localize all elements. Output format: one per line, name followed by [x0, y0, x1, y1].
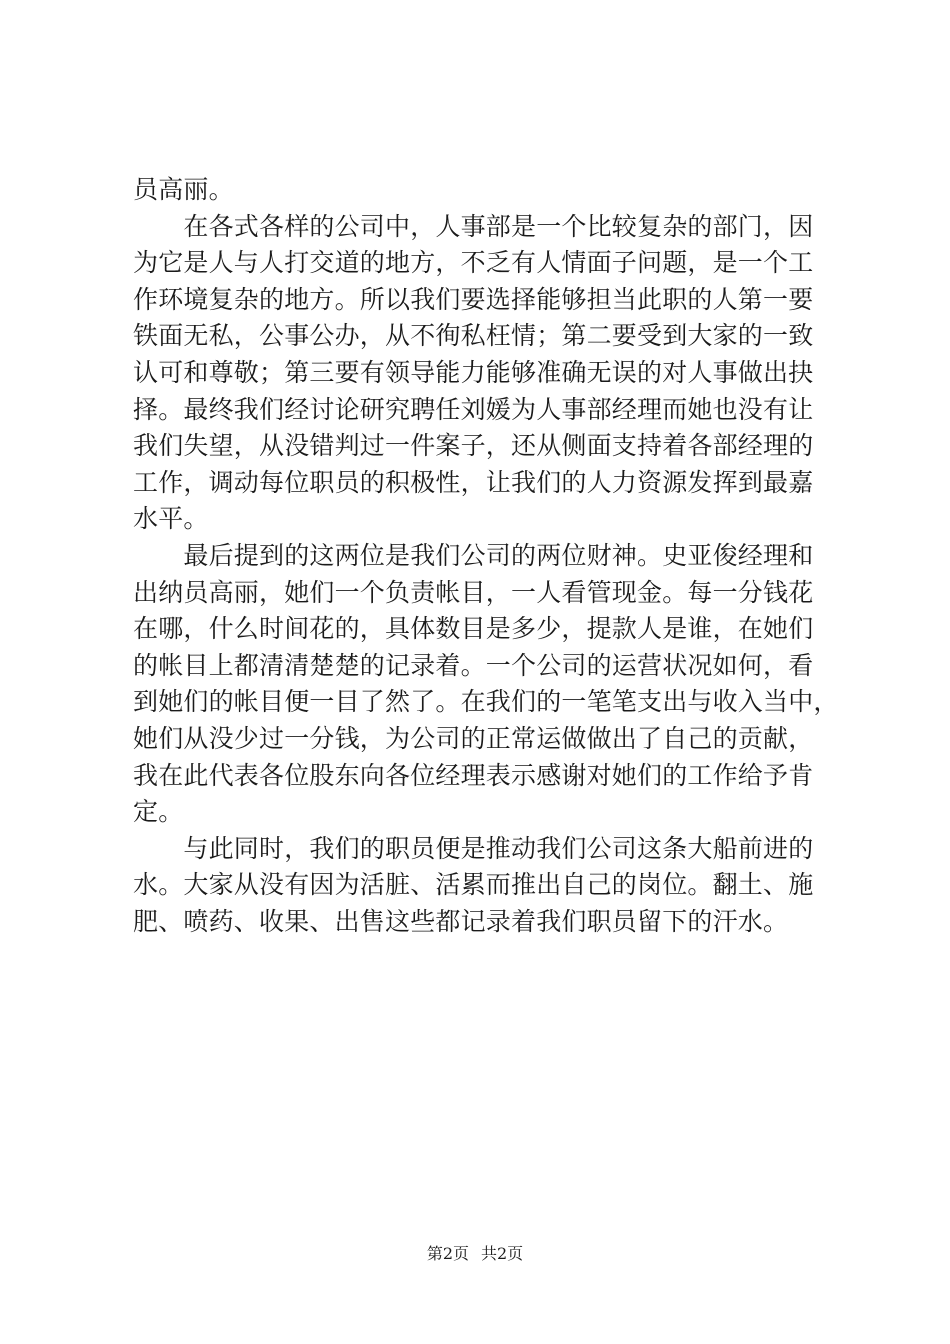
page-total: 共2页: [481, 1244, 524, 1263]
text-line: 认可和尊敬；第三要有领导能力能够准确无误的对人事做出抉: [133, 357, 814, 387]
text-line: 的帐目上都清清楚楚的记录着。一个公司的运营状况如何，看: [133, 650, 814, 680]
text-line: 工作，调动每位职员的积极性，让我们的人力资源发挥到最嘉: [133, 467, 814, 497]
text-line: 在各式各样的公司中，人事部是一个比较复杂的部门，因: [133, 211, 814, 241]
text-line: 到她们的帐目便一目了然了。在我们的一笔笔支出与收入当中，: [133, 687, 839, 717]
text-line: 最后提到的这两位是我们公司的两位财神。史亚俊经理和: [133, 540, 814, 570]
text-line: 出纳员高丽，她们一个负责帐目，一人看管现金。每一分钱花: [133, 577, 814, 607]
text-line: 在哪，什么时间花的，具体数目是多少，提款人是谁，在她们: [133, 614, 814, 644]
text-line: 水。大家从没有因为活脏、活累而推出自己的岗位。翻土、施: [133, 870, 814, 900]
text-line: 我在此代表各位股东向各位经理表示感谢对她们的工作给予肯: [133, 760, 814, 790]
text-line: 她们从没少过一分钱，为公司的正常运做做出了自己的贡献，: [133, 723, 814, 753]
text-line: 铁面无私，公事公办，从不徇私枉情；第二要受到大家的一致: [133, 321, 814, 351]
text-line: 为它是人与人打交道的地方，不乏有人情面子问题，是一个工: [133, 248, 814, 278]
text-line: 作环境复杂的地方。所以我们要选择能够担当此职的人第一要: [133, 284, 814, 314]
text-line: 我们失望，从没错判过一件案子，还从侧面支持着各部经理的: [133, 431, 814, 461]
page-footer: [0, 1243, 950, 1265]
page-number: 第2页: [426, 1244, 469, 1263]
text-line: 择。最终我们经讨论研究聘任刘媛为人事部经理而她也没有让: [133, 394, 814, 424]
text-line: 水平。: [133, 504, 209, 534]
text-line: 与此同时，我们的职员便是推动我们公司这条大船前进的: [133, 833, 814, 863]
document-body: [133, 172, 839, 940]
text-line: 肥、喷药、收果、出售这些都记录着我们职员留下的汗水。: [133, 906, 789, 936]
text-line: 员高丽。: [133, 175, 234, 204]
text-line: 定。: [133, 797, 184, 827]
